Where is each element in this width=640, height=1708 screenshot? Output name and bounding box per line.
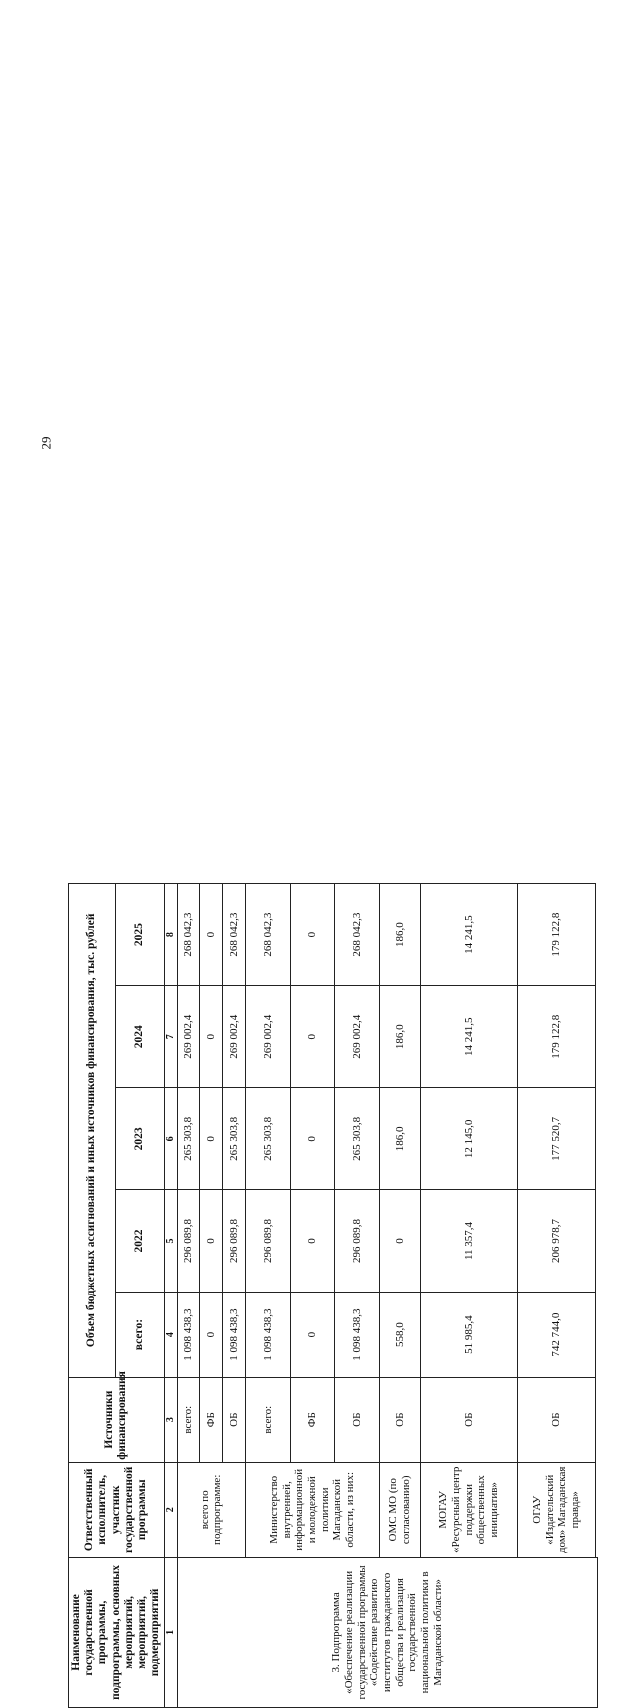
value-cell: 296 089,8 (177, 1190, 200, 1292)
header-col3: Источники финансирования (69, 1377, 165, 1462)
col-number: 3 (164, 1377, 177, 1462)
source-cell: ОБ (379, 1377, 420, 1462)
value-cell: 0 (200, 1190, 223, 1292)
col-numbers-row (164, 884, 177, 1708)
value-cell: 0 (290, 986, 335, 1088)
value-cell: 186,0 (379, 884, 420, 986)
value-cell: 206 978,7 (517, 1190, 595, 1292)
header-group: Объем бюджетных ассигнований и иных источников финансирования, тыс. рублей (69, 884, 116, 1378)
value-cell: 0 (200, 1292, 223, 1377)
value-cell: 186,0 (379, 1088, 420, 1190)
value-cell: 296 089,8 (223, 1190, 246, 1292)
value-cell: 742 744,0 (517, 1292, 595, 1377)
source-cell: ОБ (517, 1377, 595, 1462)
source-cell: ОБ (335, 1377, 380, 1462)
value-cell: 269 002,4 (335, 986, 380, 1088)
value-cell: 0 (200, 986, 223, 1088)
value-cell: 0 (290, 1292, 335, 1377)
header-col2: Ответственный исполнитель, участник государственной программы (69, 1462, 165, 1557)
value-cell: 14 241,5 (421, 884, 518, 986)
value-cell: 1 098 438,3 (223, 1292, 246, 1377)
budget-table (68, 883, 598, 1708)
value-cell: 269 002,4 (223, 986, 246, 1088)
value-cell: 1 098 438,3 (335, 1292, 380, 1377)
subtotal-label: всего по подпрограмме: (177, 1462, 246, 1557)
header-2025: 2025 (115, 884, 164, 986)
value-cell: 1 098 438,3 (177, 1292, 200, 1377)
value-cell: 0 (200, 884, 223, 986)
value-cell: 179 122,8 (517, 986, 595, 1088)
col-number: 8 (164, 884, 177, 986)
col-number: 2 (164, 1462, 177, 1557)
ministry-name: Министерство внутренней, информационной и молодежной политики Магаданской области, из них: (246, 1462, 380, 1557)
value-cell: 0 (290, 884, 335, 986)
value-cell: 177 520,7 (517, 1088, 595, 1190)
col-number: 5 (164, 1190, 177, 1292)
value-cell: 0 (290, 1190, 335, 1292)
value-cell: 0 (200, 1088, 223, 1190)
source-cell: всего: (177, 1377, 200, 1462)
value-cell: 179 122,8 (517, 884, 595, 986)
source-cell: ОБ (223, 1377, 246, 1462)
participant-name: ОГАУ «Издательский дом» Магаданская правда» (517, 1462, 595, 1557)
col-number: 4 (164, 1292, 177, 1377)
value-cell: 51 985,4 (421, 1292, 518, 1377)
source-cell: всего: (246, 1377, 291, 1462)
value-cell: 265 303,8 (223, 1088, 246, 1190)
value-cell: 12 145,0 (421, 1088, 518, 1190)
program-name: 3. Подпрограмма «Обеспечение реализации государственной программы «Содействие развитию институтов гражданского общества и реализация государственной национальной политики в Магаданской области» (177, 1557, 597, 1707)
budget-table-rotated (68, 883, 598, 1708)
source-cell: ФБ (200, 1377, 223, 1462)
value-cell: 268 042,3 (246, 884, 291, 986)
value-cell: 296 089,8 (246, 1190, 291, 1292)
value-cell: 296 089,8 (335, 1190, 380, 1292)
header-2024: 2024 (115, 986, 164, 1088)
participant-name: ОМС МО (по согласованию) (379, 1462, 420, 1557)
value-cell: 265 303,8 (177, 1088, 200, 1190)
value-cell: 268 042,3 (223, 884, 246, 986)
value-cell: 0 (379, 1190, 420, 1292)
value-cell: 186,0 (379, 986, 420, 1088)
table-row (177, 884, 200, 1708)
header-col1: Наименование государственной программы, подпрограммы, основных мероприятий, мероприятий, подмероприятий (69, 1557, 165, 1707)
value-cell: 0 (290, 1088, 335, 1190)
value-cell: 269 002,4 (177, 986, 200, 1088)
value-cell: 269 002,4 (246, 986, 291, 1088)
page-number: 29 (38, 436, 54, 450)
value-cell: 268 042,3 (177, 884, 200, 986)
value-cell: 11 357,4 (421, 1190, 518, 1292)
participant-name: МОГАУ «Ресурсный центр поддержки общественных инициатив» (421, 1462, 518, 1557)
source-cell: ОБ (421, 1377, 518, 1462)
value-cell: 14 241,5 (421, 986, 518, 1088)
source-cell: ФБ (290, 1377, 335, 1462)
header-2023: 2023 (115, 1088, 164, 1190)
value-cell: 265 303,8 (335, 1088, 380, 1190)
col-number: 1 (164, 1557, 177, 1707)
col-number: 7 (164, 986, 177, 1088)
value-cell: 268 042,3 (335, 884, 380, 986)
value-cell: 265 303,8 (246, 1088, 291, 1190)
col-number: 6 (164, 1088, 177, 1190)
value-cell: 558,0 (379, 1292, 420, 1377)
header-2022: 2022 (115, 1190, 164, 1292)
header-vsego: всего: (115, 1292, 164, 1377)
value-cell: 1 098 438,3 (246, 1292, 291, 1377)
